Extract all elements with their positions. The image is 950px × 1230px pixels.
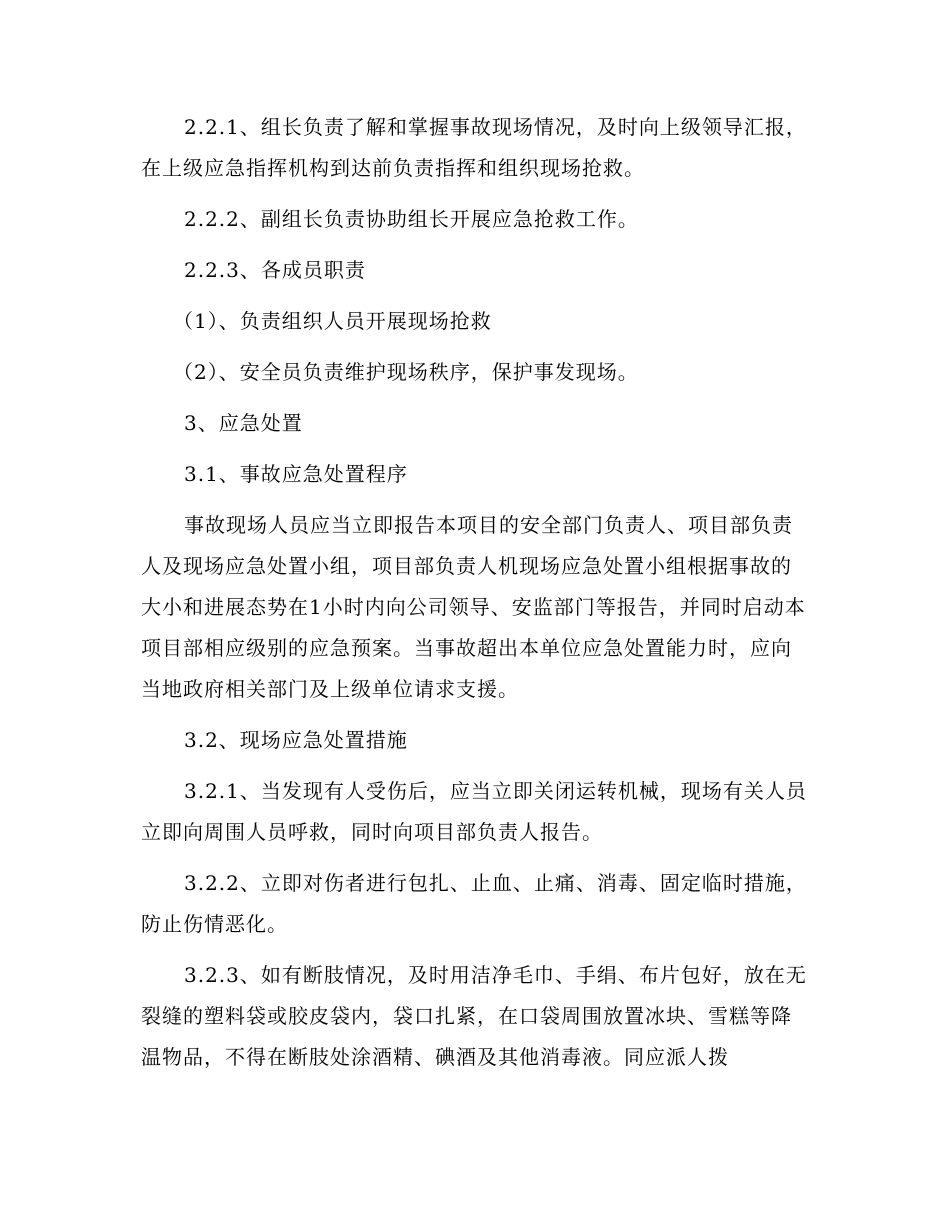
- paragraph-3-2-1: 3.2.1、当发现有人受伤后，应当立即关闭运转机械，现场有关人员立即向周围人员呼救，同时向项目部负责人报告。: [141, 779, 807, 844]
- paragraph-duty-1: （1）、负责组织人员开展现场抢救: [173, 309, 492, 333]
- paragraph-2-2-2: 2.2.2、副组长负责协助组长开展应急抢救工作。: [184, 207, 639, 231]
- paragraph-3-2-3: 3.2.3、如有断肢情况，及时用洁净毛巾、手绢、布片包好，放在无裂缝的塑料袋或胶皮袋内，袋口扎紧，在口袋周围放置冰块、雪糕等降温物品，不得在断肢处涂酒精、碘酒及其他消毒液。同应派人拨: [141, 963, 807, 1069]
- section-heading-3: 3、应急处置: [184, 411, 303, 435]
- paragraph-procedure: 事故现场人员应当立即报告本项目的安全部门负责人、项目部负责人及现场应急处置小组，项目部负责人机现场应急处置小组根据事故的大小和进展态势在1小时内向公司领导、安监部门等报告，并同时启动本项目部相应级别的应急预案。当事故超出本单位应急处置能力时，应向当地政府相关部门及上级单位请求支援。: [141, 513, 806, 701]
- section-heading-3-1: 3.1、事故应急处置程序: [184, 462, 408, 486]
- section-heading-3-2: 3.2、现场应急处置措施: [184, 728, 408, 752]
- paragraph-2-2-3: 2.2.3、各成员职责: [184, 258, 366, 282]
- paragraph-2-2-1: 2.2.1、组长负责了解和掌握事故现场情况，及时向上级领导汇报，在上级应急指挥机构到达前负责指挥和组织现场抢救。: [141, 115, 807, 180]
- document-body: [141, 107, 811, 1078]
- paragraph-3-2-2: 3.2.2、立即对伤者进行包扎、止血、止痛、消毒、固定临时措施，防止伤情恶化。: [141, 871, 807, 936]
- paragraph-duty-2: （2）、安全员负责维护现场秩序，保护事发现场。: [173, 360, 639, 384]
